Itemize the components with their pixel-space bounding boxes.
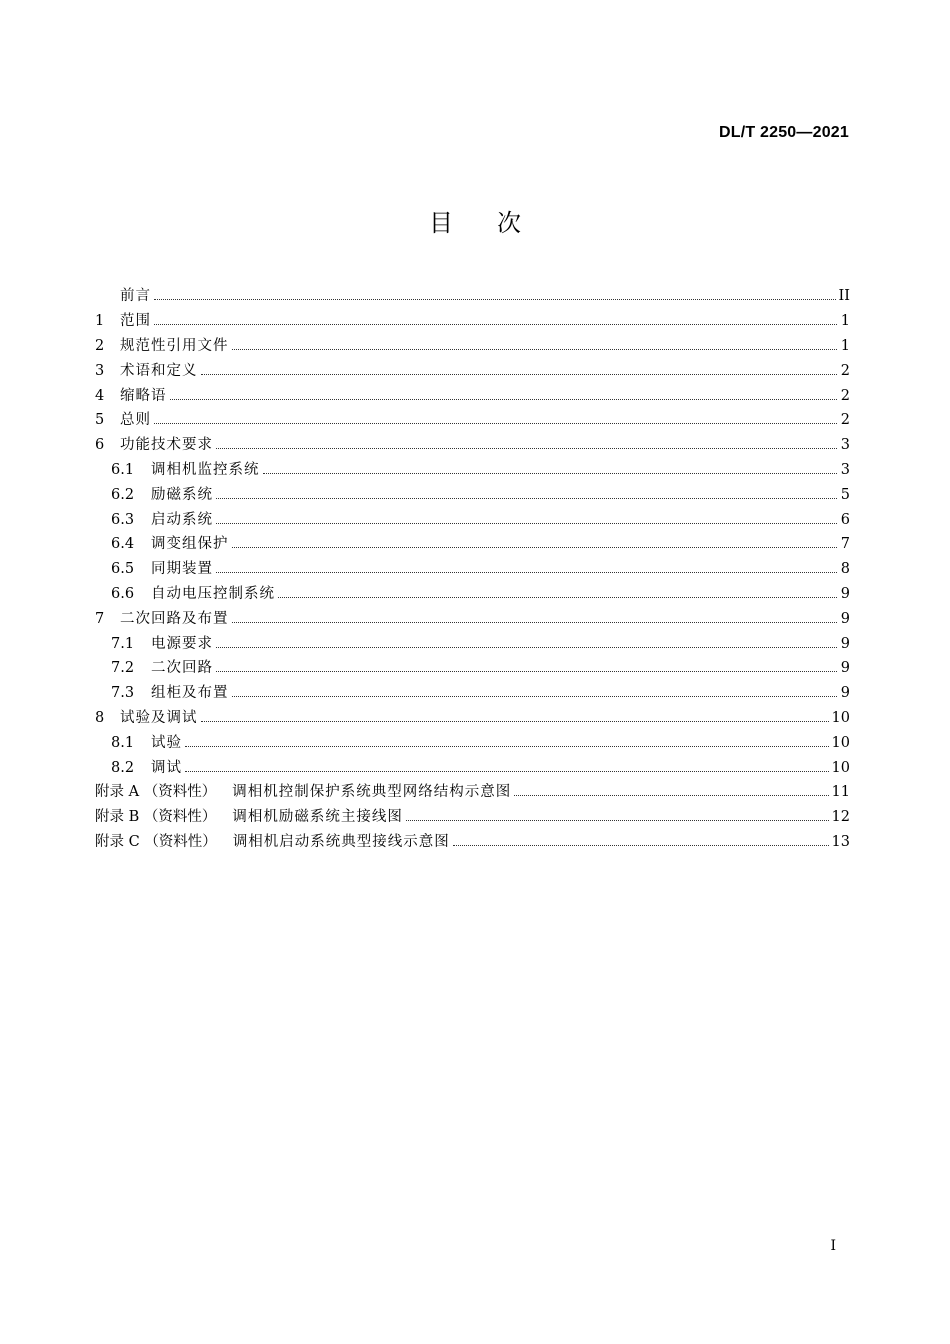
toc-entry-number: 6.3 [111,511,135,528]
toc-entry[interactable] [95,606,850,631]
toc-entry[interactable] [95,557,850,582]
toc-entry-label: 二次回路 [151,660,213,677]
toc-entry-label: 术语和定义 [120,362,198,379]
toc-entry-number: 5 [95,412,105,429]
toc-leader-dots [453,844,829,846]
page-number: I [830,1238,836,1254]
toc-entry-label: 同期装置 [151,561,213,578]
toc-entry[interactable] [95,383,850,408]
toc-leader-dots [216,646,837,648]
toc-entry[interactable] [95,507,850,532]
toc-entry-label: 总则 [120,412,151,429]
toc-entry-number: 8 [95,709,105,726]
toc-entry-number: 6.6 [111,585,135,602]
toc-leader-dots [201,373,838,375]
toc-entry-label: 调试 [151,759,182,776]
toc-entry-number: 6 [95,437,105,454]
toc-entry-page: 9 [840,660,850,677]
title-part-1: 目 [429,209,453,237]
toc-entry[interactable] [95,582,850,607]
toc-entry-page: 2 [840,362,850,379]
toc-entry[interactable] [95,730,850,755]
toc-entry-number: 附录 B （资料性） [95,809,217,826]
toc-entry-page: 9 [840,585,850,602]
toc-entry-number: 7.1 [111,635,135,652]
toc-entry[interactable] [95,656,850,681]
toc-entry-page: 11 [831,784,850,801]
toc-leader-dots [216,670,837,672]
toc-leader-dots [232,348,838,350]
toc-entry[interactable] [95,458,850,483]
toc-entry-page: 6 [840,511,850,528]
toc-entry[interactable] [95,334,850,359]
table-of-contents [95,284,850,854]
toc-entry-page: 10 [831,734,850,751]
toc-entry-number: 8.2 [111,759,135,776]
toc-entry[interactable] [95,358,850,383]
toc-entry-label: 组柜及布置 [151,685,229,702]
toc-leader-dots [216,497,837,499]
page-title [0,203,950,238]
toc-entry-label: 调相机监控系统 [151,461,260,478]
toc-entry-number: 3 [95,362,105,379]
toc-entry-number: 7.2 [111,660,135,677]
toc-leader-dots [216,447,837,449]
toc-leader-dots [232,621,838,623]
title-part-2: 次 [497,209,521,237]
toc-leader-dots [514,794,828,796]
toc-entry-page: II [838,288,850,305]
toc-entry-label: 范围 [120,313,151,330]
toc-entry-page: 1 [840,337,850,354]
toc-leader-dots [185,745,829,747]
toc-entry-label: 调变组保护 [151,536,229,553]
toc-entry-page: 9 [840,685,850,702]
toc-entry-number: 1 [95,313,105,330]
toc-entry-page: 10 [831,709,850,726]
toc-entry-page: 1 [840,313,850,330]
toc-entry[interactable] [95,631,850,656]
toc-entry-page: 5 [840,486,850,503]
toc-entry-label: 电源要求 [151,635,213,652]
toc-entry[interactable] [95,780,850,805]
toc-entry-page: 13 [831,833,850,850]
toc-entry-label: 调相机控制保护系统典型网络结构示意图 [232,784,512,801]
toc-entry[interactable] [95,706,850,731]
toc-leader-dots [154,422,837,424]
toc-leader-dots [232,546,838,548]
toc-entry-page: 2 [840,412,850,429]
toc-entry-number: 附录 A （资料性） [95,784,217,801]
toc-entry-page: 10 [831,759,850,776]
toc-leader-dots [406,819,829,821]
toc-entry-label: 试验及调试 [120,709,198,726]
toc-entry-number: 7.3 [111,685,135,702]
toc-entry[interactable] [95,805,850,830]
toc-entry[interactable] [95,681,850,706]
toc-entry-number: 6.4 [111,536,135,553]
toc-entry[interactable] [95,482,850,507]
toc-entry-number: 附录 C （资料性） [95,833,217,850]
toc-entry[interactable] [95,830,850,855]
document-code: DL/T 2250—2021 [719,124,849,141]
toc-entry-page: 2 [840,387,850,404]
toc-entry[interactable] [95,433,850,458]
toc-leader-dots [201,720,829,722]
toc-leader-dots [278,596,837,598]
toc-entry-number: 2 [95,337,105,354]
toc-entry-number: 4 [95,387,105,404]
toc-entry-number: 8.1 [111,734,135,751]
toc-entry-page: 9 [840,610,850,627]
toc-leader-dots [170,398,838,400]
toc-entry-label: 调相机励磁系统主接线图 [232,809,403,826]
toc-entry[interactable] [95,408,850,433]
toc-entry[interactable] [95,284,850,309]
toc-entry-page: 3 [840,437,850,454]
toc-leader-dots [154,323,837,325]
toc-entry-number: 6.1 [111,461,135,478]
toc-entry[interactable] [95,309,850,334]
toc-entry[interactable] [95,532,850,557]
toc-entry-page: 3 [840,461,850,478]
toc-entry-label: 二次回路及布置 [120,610,229,627]
toc-leader-dots [263,472,838,474]
toc-leader-dots [154,298,836,300]
toc-entry-label: 规范性引用文件 [120,337,229,354]
toc-leader-dots [216,571,837,573]
toc-entry[interactable] [95,755,850,780]
toc-entry-label: 缩略语 [120,387,167,404]
toc-leader-dots [232,695,838,697]
toc-entry-label: 试验 [151,734,182,751]
toc-leader-dots [185,770,829,772]
toc-entry-label: 励磁系统 [151,486,213,503]
toc-entry-number: 7 [95,610,105,627]
toc-entry-page: 12 [831,809,850,826]
toc-entry-label: 启动系统 [151,511,213,528]
toc-entry-page: 9 [840,635,850,652]
toc-entry-number: 6.2 [111,486,135,503]
toc-leader-dots [216,522,837,524]
toc-entry-label: 前言 [120,288,151,305]
toc-entry-label: 功能技术要求 [120,437,213,454]
toc-entry-number: 6.5 [111,561,135,578]
toc-entry-label: 自动电压控制系统 [151,585,275,602]
toc-entry-label: 调相机启动系统典型接线示意图 [232,833,450,850]
toc-entry-page: 8 [840,561,850,578]
toc-entry-page: 7 [840,536,850,553]
